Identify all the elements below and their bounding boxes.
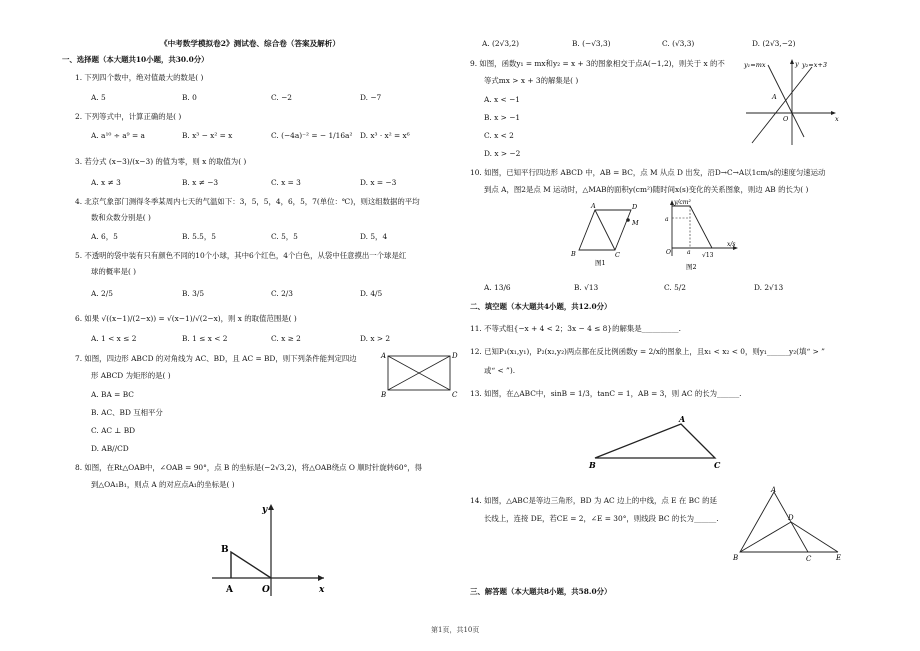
q6-option-c: C. x ≥ 2 — [271, 334, 301, 343]
q2-option-c: C. (−4a)⁻² = − 1/16a² — [271, 131, 353, 140]
q10-option-a: A. 13/6 — [484, 283, 511, 292]
q7-line2: 形 ABCD 为矩形的是( ) — [91, 371, 171, 380]
q5-line1: 5. 不透明的袋中装有只有颜色不同的10个小球，其中6个红色，4个白色，从袋中任意摸出一个球是红 — [75, 251, 407, 260]
q10-figure1-parallelogram — [565, 198, 645, 270]
q8-option-b: B. (−√3,3) — [572, 39, 611, 48]
q4-option-a: A. 6，5 — [91, 232, 118, 241]
q10-fig1-label-a: A — [591, 202, 596, 210]
q13-label-b: B — [589, 460, 596, 470]
q11-stem: 11. 不等式组{−x + 4 < 2；3x − 4 ≤ 8}的解集是__________. — [470, 324, 681, 333]
q4-line1: 4. 北京气象部门测得冬季某周内七天的气温如下：3，5，5，4，6，5，7(单位：℃)，则这组数据的平均 — [75, 197, 420, 206]
q9-line1: 9. 如图，函数y₁ = mx和y₂ = x + 3的图象相交于点A(−1,2)，则关于 x 的不 — [470, 59, 725, 68]
q13-label-c: C — [714, 460, 721, 470]
q3-option-b: B. x ≠ −3 — [182, 178, 219, 187]
q7-option-b: B. AC、BD 互相平分 — [91, 408, 163, 417]
section-heading-choice: 一、选择题（本大题共10小题，共30.0分） — [62, 55, 209, 64]
q4-line2: 数和众数分别是( ) — [91, 213, 151, 222]
q7-figure-rectangle — [378, 350, 458, 400]
q12-line2: 或“ < ”). — [484, 366, 516, 375]
q10-fig2-label-a-x: a — [687, 249, 691, 256]
q10-figure2-graph — [652, 196, 742, 272]
q9-option-b: B. x > −1 — [484, 113, 521, 122]
q8-line2: 到△OA₁B₁，则点 A 的对应点A₁的坐标是( ) — [91, 480, 235, 489]
q4-option-c: C. 5，5 — [271, 232, 298, 241]
q7-label-b: B — [381, 391, 387, 399]
q10-option-b: B. √13 — [574, 283, 599, 292]
q7-line1: 7. 如图，四边形 ABCD 的对角线为 AC、BD，且 AC = BD，则下列条件能判定四边 — [75, 354, 357, 363]
q6-option-b: B. 1 ≤ x < 2 — [182, 334, 228, 343]
q9-label-a: A — [772, 93, 777, 101]
q2-option-a: A. a¹⁰ ÷ a⁹ = a — [91, 131, 145, 140]
q8-label-x: x — [319, 585, 325, 595]
q10-fig2-label-sqrt13: √13 — [702, 252, 714, 259]
q3-option-d: D. x = −3 — [360, 178, 397, 187]
q7-label-c: C — [452, 391, 458, 399]
q1-stem: 1. 下列四个数中，绝对值最大的数是( ) — [75, 73, 204, 82]
q14-label-a: A — [771, 486, 777, 494]
q10-fig2-label-xaxis: x/s — [727, 241, 736, 248]
q9-line2: 等式mx > x + 3的解集是( ) — [484, 76, 579, 85]
q2-option-b: B. x³ − x² = x — [182, 131, 233, 140]
q3-option-a: A. x ≠ 3 — [91, 178, 121, 187]
q9-label-y1: y₁=mx — [744, 61, 766, 69]
q8-option-a: A. (2√3,2) — [482, 39, 519, 48]
page-title: 《中考数学模拟卷2》测试卷、综合卷（答案及解析） — [160, 39, 340, 48]
q3-option-c: C. x = 3 — [271, 178, 301, 187]
q4-option-b: B. 5.5，5 — [182, 232, 216, 241]
q10-option-c: C. 5/2 — [664, 283, 686, 292]
q14-line2: 长线上，连接 DE，若CE = 2，∠E = 30°，则线段 BC 的长为______. — [484, 514, 719, 523]
q9-option-c: C. x < 2 — [484, 131, 514, 140]
q10-fig1-label-b: B — [571, 250, 576, 258]
q14-label-e: E — [836, 554, 842, 562]
q9-label-y: y — [795, 60, 799, 68]
q9-option-d: D. x > −2 — [484, 149, 521, 158]
q5-option-a: A. 2/5 — [91, 289, 113, 298]
q14-line1: 14. 如图，△ABC是等边三角形，BD 为 AC 边上的中线，点 E 在 BC 的延 — [470, 496, 717, 505]
section-heading-fill: 二、填空题（本大题共4小题，共12.0分） — [470, 302, 612, 311]
q8-option-d: D. (2√3,−2) — [752, 39, 796, 48]
q5-option-c: C. 2/3 — [271, 289, 293, 298]
q10-fig2-caption: 图2 — [686, 263, 697, 271]
q8-figure-coordinate — [206, 500, 336, 600]
q13-stem: 13. 如图，在△ABC中，sinB = 1/3，tanC = 1，AB = 3，则 AC 的长为______. — [470, 389, 742, 398]
q10-fig1-label-c: C — [615, 251, 620, 259]
q8-label-a: A — [226, 585, 233, 595]
q3-stem: 3. 若分式 (x−3)/(x−3) 的值为零，则 x 的取值为( ) — [75, 157, 247, 166]
q10-fig2-label-a-y: a — [665, 216, 669, 223]
q9-label-o: O — [783, 115, 789, 123]
q5-option-b: B. 3/5 — [182, 289, 205, 298]
q7-option-c: C. AC ⊥ BD — [91, 426, 136, 435]
q10-option-d: D. 2√13 — [754, 283, 784, 292]
q14-label-c: C — [806, 555, 812, 563]
q8-line1: 8. 如图，在Rt△OAB中，∠OAB = 90°，点 B 的坐标是(−2√3,2)，将△OAB绕点 O 顺时针旋转60°，得 — [75, 463, 423, 472]
q1-option-c: C. −2 — [271, 93, 292, 102]
q9-label-x: x — [835, 115, 839, 123]
q6-option-a: A. 1 < x ≤ 2 — [91, 334, 137, 343]
q2-stem: 2. 下列等式中，计算正确的是( ) — [75, 112, 182, 121]
q8-label-b: B — [221, 545, 229, 555]
q6-option-d: D. x > 2 — [360, 334, 391, 343]
q13-label-a: A — [679, 414, 686, 424]
q8-label-o: O — [262, 585, 270, 595]
q10-line1: 10. 如图，已知平行四边形 ABCD 中，AB = BC，点 M 从点 D 出发，沿D→C→A以1cm/s的速度匀速运动 — [470, 168, 826, 177]
q6-stem: 6. 如果 √((x−1)/(2−x)) = √(x−1)/√(2−x)，则 x 的取值范围是( ) — [75, 314, 297, 323]
q7-option-a: A. BA = BC — [91, 390, 134, 399]
q1-option-b: B. 0 — [182, 93, 197, 102]
q9-figure-lines — [742, 55, 842, 147]
q14-figure-equilateral — [730, 486, 850, 566]
q10-line2: 到点 A，图2是点 M 运动时，△MAB的面积y(cm²)随时间x(s)变化的关系图象，则边 AB 的长为( ) — [484, 185, 809, 194]
q8-option-c: C. (√3,3) — [662, 39, 695, 48]
q8-label-y: y — [262, 505, 268, 515]
q5-line2: 球的概率是( ) — [91, 267, 137, 276]
q7-option-d: D. AB//CD — [91, 444, 129, 453]
q1-option-d: D. −7 — [360, 93, 382, 102]
q4-option-d: D. 5，4 — [360, 232, 388, 241]
q7-label-a: A — [381, 352, 387, 360]
page-footer: 第1页，共10页 — [431, 626, 480, 634]
q9-label-y2: y₂=x+3 — [802, 61, 827, 69]
q2-option-d: D. x³ · x² = x⁶ — [360, 131, 410, 140]
q1-option-a: A. 5 — [91, 93, 106, 102]
q13-figure-triangle — [587, 412, 727, 472]
q9-option-a: A. x < −1 — [484, 95, 520, 104]
q10-fig1-caption: 图1 — [595, 259, 606, 267]
q10-fig2-label-o: O — [666, 249, 671, 256]
section-heading-answer: 三、解答题（本大题共8小题，共58.0分） — [470, 587, 612, 596]
q10-fig1-label-d: D — [632, 203, 638, 211]
q10-fig2-label-yaxis: y/cm² — [674, 199, 691, 206]
q14-label-b: B — [733, 554, 739, 562]
q12-line1: 12. 已知P₁(x₁,y₁)，P₂(x₂,y₂)两点都在反比例函数y = 2/x的图象上，且x₁ < x₂ < 0，则y₁______y₂(填“ > ” — [470, 347, 825, 356]
q14-label-d: D — [788, 514, 794, 522]
q7-label-d: D — [452, 352, 458, 360]
q10-fig1-label-m: M — [632, 219, 639, 227]
q5-option-d: D. 4/5 — [360, 289, 383, 298]
